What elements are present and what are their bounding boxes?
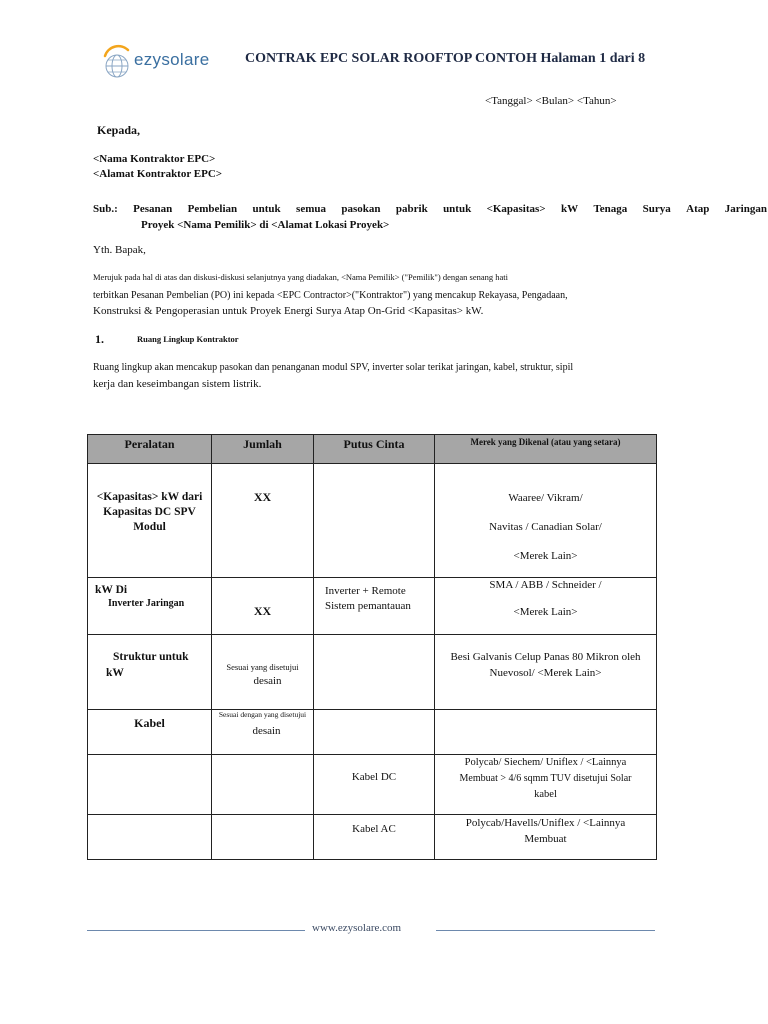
table-cell bbox=[314, 710, 435, 755]
subject-word: Atap bbox=[686, 203, 710, 215]
subject-word: untuk bbox=[252, 203, 281, 215]
table-header-row bbox=[88, 435, 657, 464]
contractor-address: <Alamat Kontraktor EPC> bbox=[93, 168, 223, 180]
table-cell bbox=[435, 815, 657, 860]
cell-text: <Merek Lain> bbox=[513, 606, 578, 618]
table-cell bbox=[212, 755, 314, 815]
table-cell bbox=[435, 578, 657, 635]
cell-text: Sistem pemantauan bbox=[325, 600, 411, 612]
subject-word: Pembelian bbox=[187, 203, 238, 215]
subject-word: Surya bbox=[642, 203, 671, 215]
scope-line-1: Ruang lingkup akan mencakup pasokan dan penanganan modul SPV, inverter solar terikat jaringan, kabel, struktur, sipil bbox=[93, 362, 574, 373]
cell-text: <Kapasitas> kW dari bbox=[96, 491, 203, 503]
subject-line bbox=[93, 201, 767, 233]
cell-text: Besi Galvanis Celup Panas 80 Mikron oleh bbox=[450, 651, 641, 663]
sun-globe-icon bbox=[100, 42, 134, 82]
table-cell bbox=[435, 710, 657, 755]
section-number: 1. bbox=[95, 332, 104, 346]
table-cell bbox=[88, 755, 212, 815]
table-cell bbox=[212, 578, 314, 635]
cell-text: Sesuai dengan yang disetujui bbox=[218, 710, 307, 719]
cell-text: Sesuai yang disetujui bbox=[226, 662, 299, 672]
document-title: CONTRAK EPC SOLAR ROOFTOP CONTOH Halaman 1 dari 8 bbox=[245, 51, 646, 66]
table-cell bbox=[88, 578, 212, 635]
subject-word: Jaringan bbox=[724, 203, 767, 215]
intro-paragraph-line-3: Konstruksi & Pengoperasian untuk Proyek Energi Surya Atap On-Grid <Kapasitas> kW. bbox=[93, 305, 484, 317]
salutation: Yth. Bapak, bbox=[93, 244, 146, 256]
cell-text: Kabel DC bbox=[351, 771, 397, 783]
subject-word: Pesanan bbox=[133, 203, 173, 215]
cell-text: kW bbox=[106, 667, 124, 679]
scope-line-2: kerja dan keseimbangan sistem listrik. bbox=[93, 378, 262, 390]
cell-text: SMA / ABB / Schneider / bbox=[489, 579, 602, 591]
subject-line-2: Proyek <Nama Pemilik> di <Alamat Lokasi Proyek> bbox=[141, 219, 390, 231]
subject-word: Tenaga bbox=[593, 203, 628, 215]
table-cell bbox=[314, 815, 435, 860]
table-row bbox=[88, 815, 657, 860]
subject-word: Sub.: bbox=[93, 203, 118, 215]
cell-text: XX bbox=[253, 490, 272, 504]
recipient-label: Kepada, bbox=[97, 123, 141, 137]
cell-text: Inverter Jaringan bbox=[108, 598, 185, 609]
cell-text: <Merek Lain> bbox=[513, 550, 578, 562]
table-cell bbox=[314, 635, 435, 710]
cell-text: Membuat bbox=[524, 833, 567, 845]
section-title: Ruang Lingkup Kontraktor bbox=[137, 334, 239, 344]
cell-text: Nuevosol/ <Merek Lain> bbox=[489, 667, 602, 679]
contractor-name: <Nama Kontraktor EPC> bbox=[93, 153, 216, 165]
table-cell bbox=[435, 464, 657, 578]
equipment-table bbox=[87, 434, 657, 860]
cell-text: XX bbox=[253, 604, 272, 618]
subject-word: pabrik bbox=[395, 203, 428, 215]
cell-text: Kabel bbox=[134, 716, 165, 730]
intro-paragraph-line-2: terbitkan Pesanan Pembelian (PO) ini kepada <EPC Contractor>("Kontraktor") yang mencakup Rekayasa, Pengadaan, bbox=[93, 290, 568, 301]
table-cell bbox=[435, 755, 657, 815]
table-row bbox=[88, 710, 657, 755]
table-cell bbox=[88, 635, 212, 710]
table-cell bbox=[212, 815, 314, 860]
table-header: Peralatan bbox=[88, 435, 212, 464]
subject-word: <Kapasitas> bbox=[486, 203, 546, 215]
table-row bbox=[88, 464, 657, 578]
table-header: Putus Cinta bbox=[314, 435, 435, 464]
table-row bbox=[88, 578, 657, 635]
cell-text: Membuat > 4/6 sqmm TUV disetujui Solar bbox=[459, 773, 632, 784]
table-cell bbox=[314, 464, 435, 578]
table-cell bbox=[314, 578, 435, 635]
cell-text: kabel bbox=[534, 789, 557, 800]
cell-text: Modul bbox=[133, 521, 166, 533]
table-row bbox=[88, 635, 657, 710]
table-header: Merek yang Dikenal (atau yang setara) bbox=[435, 435, 657, 464]
table-cell bbox=[88, 710, 212, 755]
subject-word: kW bbox=[560, 203, 579, 215]
cell-text: desain bbox=[252, 725, 281, 737]
cell-text: Waaree/ Vikram/ bbox=[508, 492, 583, 504]
table-row bbox=[88, 755, 657, 815]
footer-divider-left bbox=[87, 930, 305, 931]
table-cell bbox=[88, 464, 212, 578]
subject-word: untuk bbox=[443, 203, 472, 215]
cell-text: Inverter + Remote bbox=[325, 585, 406, 597]
footer-divider-right bbox=[436, 930, 655, 931]
table-cell bbox=[212, 635, 314, 710]
table-cell bbox=[88, 815, 212, 860]
cell-text: Polycab/ Siechem/ Uniflex / <Lainnya bbox=[464, 757, 627, 768]
table-cell bbox=[212, 464, 314, 578]
cell-text: kW Di bbox=[95, 584, 128, 596]
subject-words bbox=[93, 201, 767, 217]
logo-wordmark: ezysolare bbox=[134, 50, 210, 69]
cell-text: desain bbox=[253, 675, 282, 687]
table-cell bbox=[435, 635, 657, 710]
cell-text: Kabel AC bbox=[352, 823, 396, 835]
intro-paragraph-line-1: Merujuk pada hal di atas dan diskusi-diskusi selanjutnya yang diadakan, <Nama Pemilik> ("Pemilik") dengan senang hati bbox=[93, 272, 508, 282]
table-cell bbox=[212, 710, 314, 755]
subject-word: pasokan bbox=[341, 203, 381, 215]
table-header: Jumlah bbox=[212, 435, 314, 464]
cell-text: Navitas / Canadian Solar/ bbox=[489, 521, 602, 533]
table-cell bbox=[314, 755, 435, 815]
cell-text: Polycab/Havells/Uniflex / <Lainnya bbox=[465, 817, 626, 829]
brand-logo bbox=[100, 40, 230, 84]
footer-url[interactable]: www.ezysolare.com bbox=[312, 922, 402, 934]
cell-text: Struktur untuk bbox=[113, 651, 189, 663]
letter-date: <Tanggal> <Bulan> <Tahun> bbox=[485, 95, 617, 107]
cell-text: Kapasitas DC SPV bbox=[103, 506, 196, 518]
subject-word: semua bbox=[296, 203, 326, 215]
